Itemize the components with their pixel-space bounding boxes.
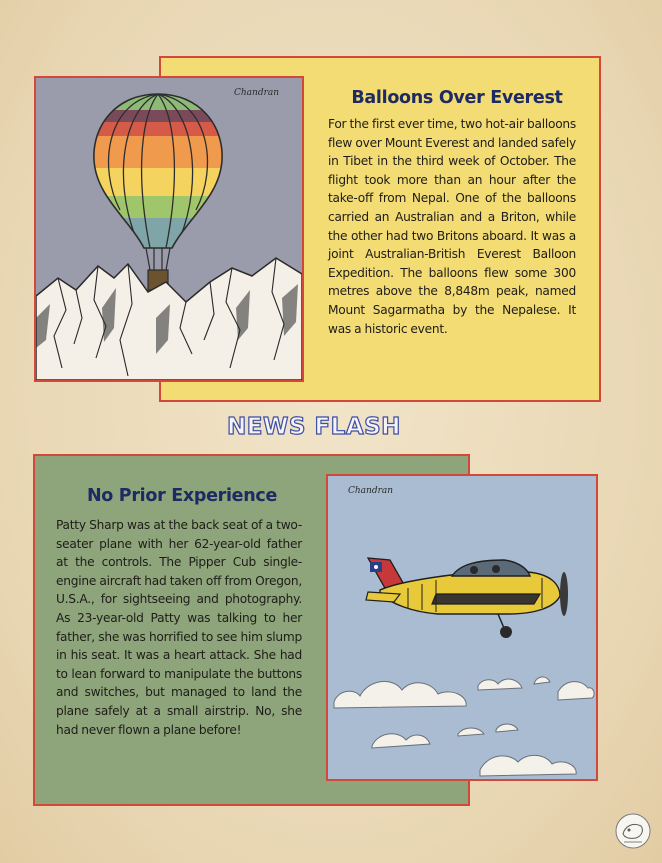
airplane-icon [328,476,596,779]
balloon-illustration [34,76,304,382]
news-flash-banner: NEWS FLASH [227,414,401,440]
illustrator-signature: Chandran [348,486,394,496]
balloons-article-body: For the first ever time, two hot-air balloons flew over Mount Everest and landed safely in Tibet in the third week of October. The flight took more than an hour after the take-off from Nepal. One of the balloons carried an Australian and a Briton, while the other had two Britons aboard. It was a joint Australian-British Everest Balloon Expedition. The balloons flew some 300 metres above the 8,848m peak, named Mount Sagarmatha by the Nepalese. It was a historic event. [328,117,576,336]
balloons-article-title: Balloons Over Everest [351,88,563,108]
mountains-icon [36,258,302,380]
illustrator-signature: Chandran [234,88,280,98]
prior-experience-article-body: Patty Sharp was at the back seat of a two-seater plane with her 62-year-old father at the controls. The Pipper Cub single-engine aircraft had taken off from Oregon, U.S.A., for sightseeing and photography. As 23-year-old Patty was talking to her father, she was horrified to see him slump in his seat. It was a heart attack. She had to lean forward to manipulate the buttons and switches, but managed to land the plane safely at a small airstrip. No, she had never flown a plane before! [56,518,302,737]
hot-air-balloon-icon [36,78,302,380]
airplane-illustration [326,474,598,781]
clouds-icon [334,677,594,776]
prior-experience-article-title: No Prior Experience [86,486,278,506]
publisher-stamp-logo [614,812,652,850]
